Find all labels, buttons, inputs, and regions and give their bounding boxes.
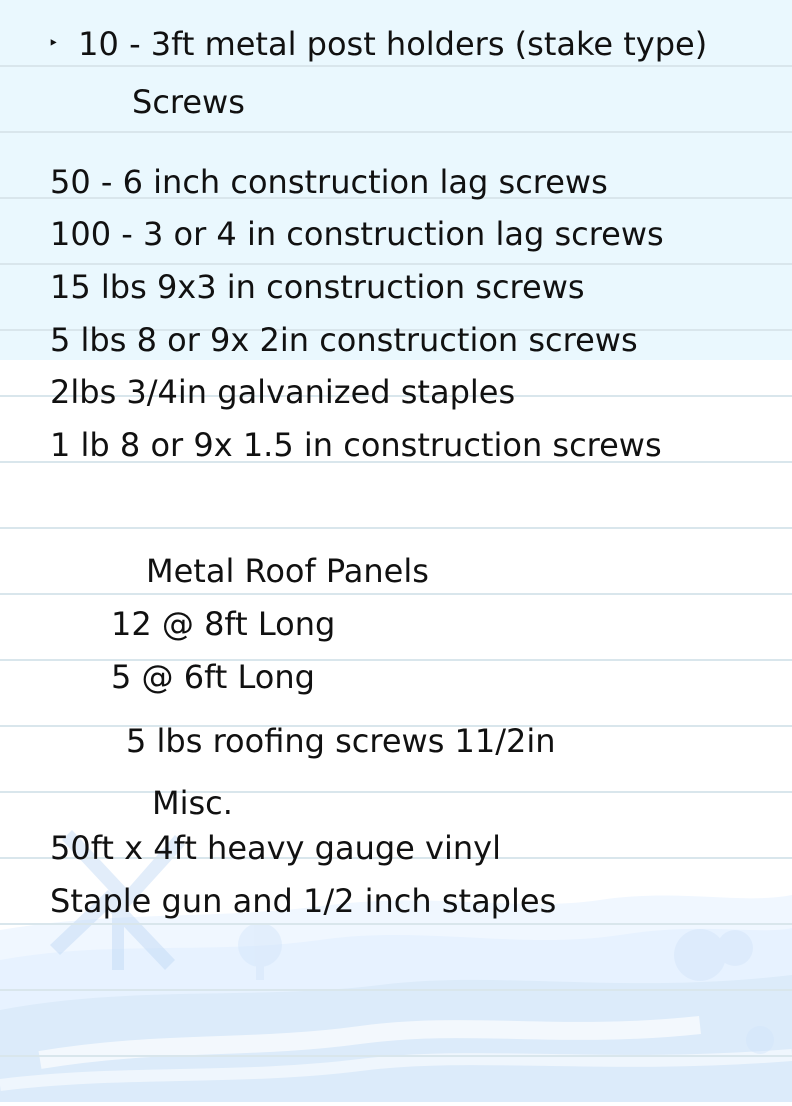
note-line-7[interactable]: 2lbs 3/4in galvanized staples — [50, 373, 516, 411]
note-line-11[interactable]: 5 @ 6ft Long — [111, 658, 315, 696]
note-line-6[interactable]: 5 lbs 8 or 9x 2in construction screws — [50, 321, 638, 359]
note-line-10[interactable]: 12 @ 8ft Long — [111, 605, 336, 643]
note-line-4[interactable]: 100 - 3 or 4 in construction lag screws — [50, 215, 664, 253]
note-line-9[interactable]: Metal Roof Panels — [146, 552, 429, 590]
note-line-15[interactable]: Staple gun and 1/2 inch staples — [50, 882, 557, 920]
note-line-1-text: 10 - 3ft metal post holders (stake type) — [78, 25, 708, 63]
note-line-8[interactable]: 1 lb 8 or 9x 1.5 in construction screws — [50, 426, 662, 464]
note-line-14[interactable]: 50ft x 4ft heavy gauge vinyl — [50, 829, 501, 867]
note-line-13[interactable]: Misc. — [152, 784, 233, 822]
note-line-1[interactable] — [48, 24, 707, 64]
note-line-2[interactable]: Screws — [132, 83, 245, 121]
note-line-5[interactable]: 15 lbs 9x3 in construction screws — [50, 268, 585, 306]
note-line-3[interactable]: 50 - 6 inch construction lag screws — [50, 163, 608, 201]
note-line-12[interactable]: 5 lbs roofing screws 11/2in — [126, 722, 556, 760]
bullet-icon: ‣ — [48, 33, 59, 54]
